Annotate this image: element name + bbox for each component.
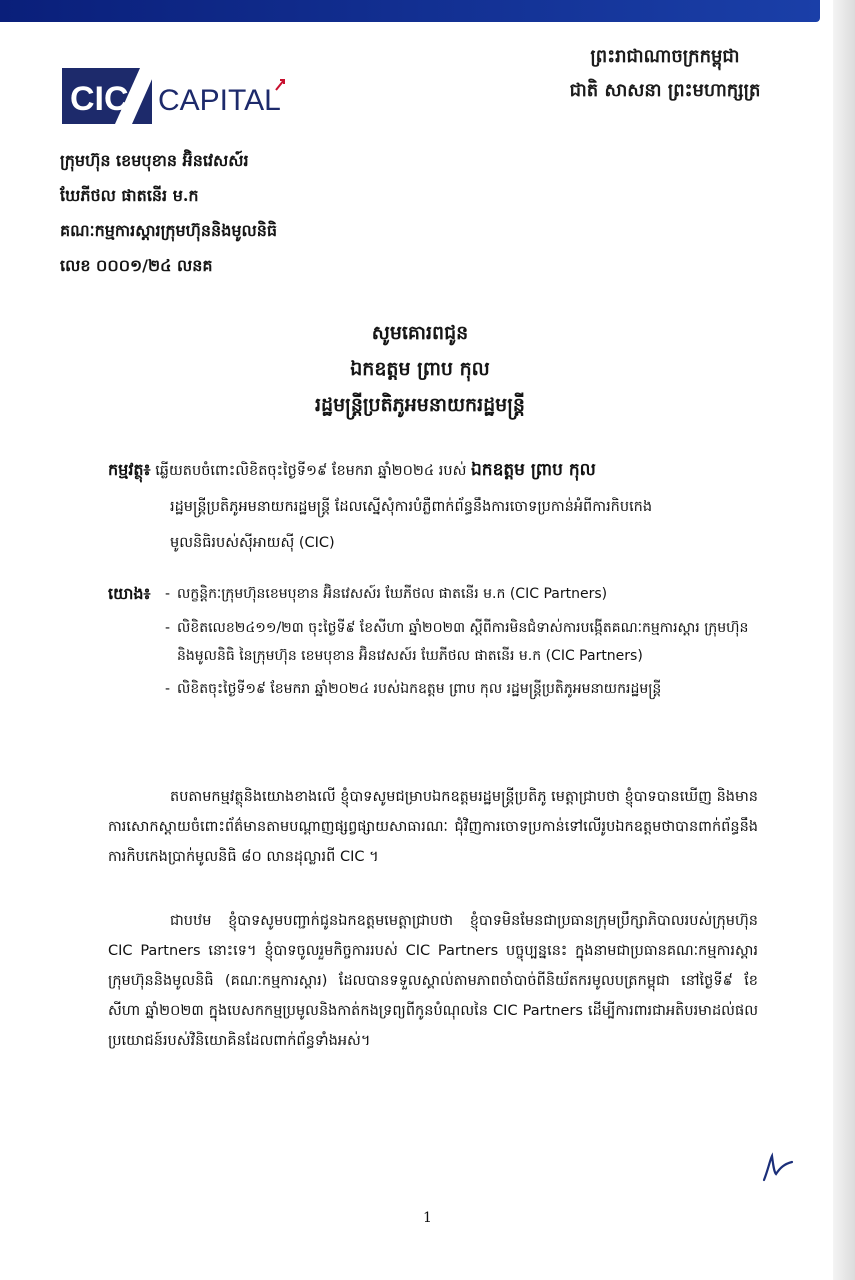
- cic-capital-logo: [62, 66, 292, 126]
- subject-text-c: មូលនិធិរបស់ស៊ីអាយស៊ី (CIC): [170, 535, 335, 551]
- reference-item: លក្ខន្តិកៈក្រុមហ៊ុនខេមបុខាន អ៊ិនវេសស៍រ ឃែភីថល ផាតនើរ ម.ក (CIC Partners): [177, 586, 608, 602]
- subject-block: [108, 452, 758, 561]
- logo-capital-text: CAPITAL: [158, 84, 281, 117]
- subject-text-b: រដ្ឋមន្ត្រីប្រតិភូអមនាយករដ្ឋមន្ត្រី ដែលស្នើសុំការបំភ្លឺពាក់ព័ន្ធនឹងការចោទប្រកាន់អំពីការកិបកេង: [170, 499, 653, 515]
- sender-block: [60, 143, 420, 283]
- salutation-greeting: សូមគោរពជូន: [371, 322, 469, 344]
- letter-number: លេខ ០០០១/២៤ លនគ: [60, 256, 213, 275]
- logo-cic-text: CIC: [70, 80, 129, 118]
- page-edge-shadow: [833, 0, 855, 1280]
- reference-item: លិខិតលេខ២៤១១/២៣ ចុះថ្ងៃទី៩ ខែសីហា ឆ្នាំ២០២៣ ស្តីពីការមិនជំទាស់ការបង្កើតគណៈកម្មការស្តារ ក្រុមហ៊ុននិងមូលនិធិ នៃក្រុមហ៊ុន ខេមបុខាន អ៊ិនវេសស៍រ ឃែភីថល ផាតនើរ ម.ក (CIC Partners): [177, 619, 749, 664]
- subject-recipient: ឯកឧត្តម ព្រាប កុល: [471, 460, 596, 480]
- salutation-recipient: ឯកឧត្តម ព្រាប កុល: [350, 358, 490, 380]
- sender-company-sub: ឃែភីថល ផាតនើរ ម.ក: [60, 186, 199, 205]
- salutation-block: [100, 315, 740, 423]
- subject-text-a: ឆ្លើយតបចំពោះលិខិតចុះថ្ងៃទី១៩ ខែមករា ឆ្នាំ២០២៤ របស់: [155, 463, 467, 479]
- kingdom-line-2: ជាតិ សាសនា ព្រះមហាក្សត្រ: [569, 80, 761, 101]
- initial-signature: [760, 1150, 796, 1184]
- top-color-bar: [0, 0, 820, 22]
- reference-item: លិខិតចុះថ្ងៃទី១៩ ខែមករា ឆ្នាំ២០២៤ របស់ឯកឧត្តម ព្រាប កុល រដ្ឋមន្ត្រីប្រតិភូអមនាយករដ្ឋមន្ត្រី: [177, 680, 662, 697]
- reference-block: យោង៖ - លក្ខន្តិកៈក្រុមហ៊ុនខេមបុខាន អ៊ិនវេសស៍រ ឃែភីថល ផាតនើរ ម.ក (CIC Partners) - លិខិតលេខ២៤១១/២៣ ចុះថ្ងៃទី៩ ខែសីហា ឆ្នាំ២០២៣ ស្តីពីការមិនជំទាស់ការបង្កើតគណៈកម្មការស្តារ ក្រុមហ៊ុននិងមូលនិធិ នៃក្រុមហ៊ុន ខេមបុខាន អ៊ិនវេសស៍រ ឃែភីថល ផាតនើរ ម.ក (CIC Partners) - លិខិតចុះថ្ងៃទី១៩ ខែមករា ឆ្នាំ២០២៤ របស់ឯកឧត្តម ព្រាប កុល រដ្ឋមន្ត្រីប្រតិភូអមនាយករដ្ឋមន្ត្រី: [108, 580, 758, 703]
- body-paragraph-1: តបតាមកម្មវត្ថុនិងយោងខាងលើ ខ្ញុំបាទសូមជម្រាបឯកឧត្តមរដ្ឋមន្ត្រីប្រតិភូ មេត្តាជ្រាបថា ខ្ញុំបាទបានឃើញ និងមានការសោកស្តាយចំពោះព័ត៌មានតាមបណ្តាញផ្សព្វផ្សាយសាធារណៈ ជុំវិញការចោទប្រកាន់ទៅលើរូបឯកឧត្តមថាបានពាក់ព័ន្ធនឹងការកិបកេងប្រាក់មូលនិធិ ៨០ លានដុល្លារពី CIC ។: [108, 789, 758, 865]
- subject-label: កម្មវត្ថុ៖: [108, 460, 151, 479]
- sender-committee: គណៈកម្មការស្តារក្រុមហ៊ុននិងមូលនិធិ: [60, 221, 278, 240]
- reference-label: យោង៖: [108, 584, 151, 603]
- body-paragraph-2: ជាបឋម ខ្ញុំបាទសូមបញ្ជាក់ជូនឯកឧត្តមមេត្តាជ្រាបថា ខ្ញុំបាទមិនមែនជាប្រធានក្រុមប្រឹក្សាភិបាលរបស់ក្រុមហ៊ុន CIC Partners នោះទេ។ ខ្ញុំបាទចូលរួមកិច្ចការរបស់ CIC Partners បច្ចុប្បន្ននេះ ក្នុងនាមជាប្រធានគណៈកម្មការស្តារក្រុមហ៊ុននិងមូលនិធិ (គណៈកម្មការស្តារ) ដែលបានទទួលស្គាល់តាមភាពចាំបាច់ពីនិយ័តករមូលបត្រកម្ពុជា នៅថ្ងៃទី៩ ខែសីហា ឆ្នាំ២០២៣ ក្នុងបេសកកម្មប្រមូលនិងកាត់កងទ្រព្យពីកូនបំណុលនៃ CIC Partners ដើម្បីការពារជាអតិបរមាដល់ផលប្រយោជន៍របស់វិនិយោគិនដែលពាក់ព័ន្ធទាំងអស់។: [108, 913, 758, 1049]
- sender-company: ក្រុមហ៊ុន ខេមបុខាន អ៊ិនវេសស៍រ: [60, 151, 249, 170]
- page-number: 1: [423, 1210, 432, 1226]
- kingdom-line-1: ព្រះរាជាណាចក្រកម្ពុជា: [590, 46, 740, 67]
- kingdom-motto: [535, 40, 795, 108]
- salutation-title: រដ្ឋមន្ត្រីប្រតិភូអមនាយករដ្ឋមន្ត្រី: [315, 394, 525, 416]
